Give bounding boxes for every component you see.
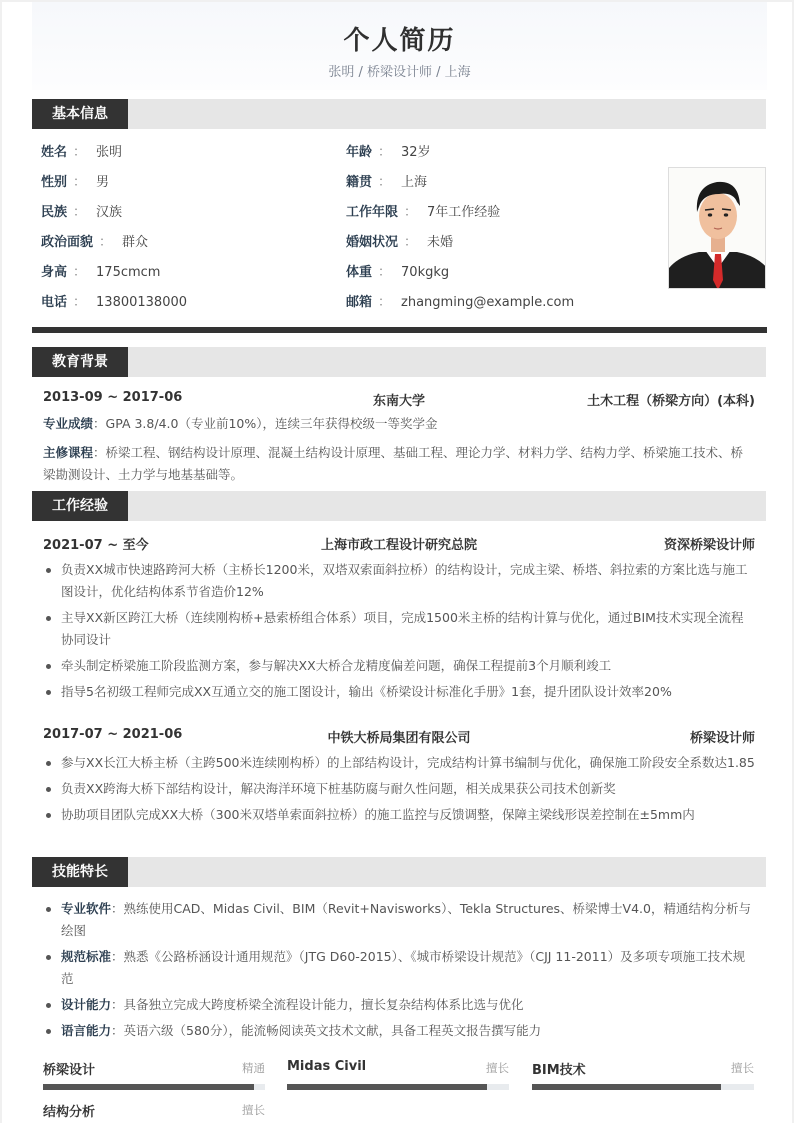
- info-ethnicity: 民族 ： 汉族: [41, 205, 123, 220]
- resume-header: [32, 2, 767, 90]
- skill-progress-fill: [43, 1084, 254, 1090]
- info-gender: 性别 ： 男: [41, 175, 110, 190]
- education-grades: 专业成绩：GPA 3.8/4.0（专业前10%），连续三年获得校级一等奖学金: [43, 416, 438, 431]
- section-title-work: 工作经验: [32, 491, 128, 521]
- list-item: 负责XX城市快速路跨河大桥（主桥长1200米，双塔双索面斜拉桥）的结构设计，完成主梁、桥塔、斜拉索的方案比选与施工图设计，优化结构体系节省造价12%: [43, 559, 755, 603]
- list-item: 设计能力：具备独立完成大跨度桥梁全流程设计能力，擅长复杂结构体系比选与优化: [43, 994, 755, 1016]
- section-header-work: [32, 491, 766, 521]
- education-period: 2013-09 ~ 2017-06: [43, 390, 183, 405]
- skill-bar-bim: BIM技术 擅长: [532, 1059, 754, 1089]
- section-title-skills: 技能特长: [32, 857, 128, 887]
- list-item: 主导XX新区跨江大桥（连续刚构桥+悬索桥组合体系）项目，完成1500米主桥的结构计算与优化，通过BIM技术实现全流程协同设计: [43, 607, 755, 651]
- list-item: 协助项目团队完成XX大桥（300米双塔单索面斜拉桥）的施工监控与反馈调整，保障主梁线形误差控制在±5mm内: [43, 804, 755, 826]
- skills-list: [43, 898, 755, 1046]
- info-hometown: 籍贯 ： 上海: [346, 175, 428, 190]
- work-period: 2021-07 ~ 至今: [43, 538, 149, 553]
- work-row-1: [43, 534, 755, 554]
- education-school: 东南大学: [372, 394, 425, 409]
- section-title-education: 教育背景: [32, 347, 128, 377]
- resume-page: [2, 2, 792, 1123]
- education-courses: 主修课程：桥梁工程、钢结构设计原理、混凝土结构设计原理、基础工程、理论力学、材料力学、结构力学、桥梁施工技术、桥梁勘测设计、土力学与地基基础等。: [43, 445, 744, 482]
- work-company: 中铁大桥局集团有限公司: [327, 731, 471, 746]
- skill-progress-track: [43, 1084, 265, 1090]
- info-email: 邮箱 ： zhangming@example.com: [346, 295, 575, 310]
- list-item: 参与XX长江大桥主桥（主跨500米连续刚构桥）的上部结构设计，完成结构计算书编制与优化，确保施工阶段安全系数达1.85: [43, 752, 755, 774]
- section-header-skills: [32, 857, 766, 887]
- avatar-illustration-icon: [669, 168, 766, 289]
- work-2-list: [43, 752, 755, 830]
- section-title-basic: 基本信息: [32, 99, 128, 129]
- info-experience-years: 工作年限 ： 7年工作经验: [346, 205, 501, 220]
- work-row-2: [43, 727, 755, 747]
- section-header-basic: [32, 99, 766, 129]
- info-name: 姓名 ： 张明: [41, 145, 123, 160]
- list-item: 语言能力：英语六级（580分），能流畅阅读英文技术文献，具备工程英文报告撰写能力: [43, 1020, 755, 1042]
- skill-progress-track: [287, 1084, 509, 1090]
- page-subtitle: 张明 / 桥梁设计师 / 上海: [328, 65, 471, 80]
- info-height: 身高 ： 175cmcm: [41, 265, 161, 280]
- work-position: 资深桥梁设计师: [663, 538, 755, 553]
- divider: [32, 327, 767, 333]
- list-item: 指导5名初级工程师完成XX互通立交的施工图设计，输出《桥梁设计标准化手册》1套，提升团队设计效率20%: [43, 681, 755, 703]
- skill-progress-fill: [287, 1084, 487, 1090]
- info-weight: 体重 ： 70kgkg: [346, 265, 450, 280]
- list-item: 负责XX跨海大桥下部结构设计，解决海洋环境下桩基防腐与耐久性问题，相关成果获公司技术创新奖: [43, 778, 755, 800]
- info-political: 政治面貌 ： 群众: [41, 235, 149, 250]
- list-item: 牵头制定桥梁施工阶段监测方案，参与解决XX大桥合龙精度偏差问题，确保工程提前3个月顺利竣工: [43, 655, 755, 677]
- work-company: 上海市政工程设计研究总院: [320, 538, 477, 553]
- work-1-list: [43, 559, 755, 707]
- page-title: 个人简历: [343, 26, 456, 56]
- work-position: 桥梁设计师: [689, 731, 755, 746]
- work-period: 2017-07 ~ 2021-06: [43, 727, 183, 742]
- education-row: [43, 390, 755, 410]
- section-header-education: [32, 347, 766, 377]
- skill-bar-midas-civil: Midas Civil 擅长: [287, 1059, 509, 1089]
- info-marital: 婚姻状况 ： 未婚: [346, 235, 454, 250]
- info-age: 年龄 ： 32岁: [346, 145, 431, 160]
- info-phone: 电话 ： 13800138000: [41, 295, 188, 310]
- education-major: 土木工程（桥梁方向）(本科): [587, 394, 755, 409]
- skill-progress-track: [532, 1084, 754, 1090]
- list-item: 规范标准：熟悉《公路桥涵设计通用规范》（JTG D60-2015）、《城市桥梁设计规范》（CJJ 11-2011）及多项专项施工技术规范: [43, 946, 755, 990]
- skill-bar-bridge-design: 桥梁设计 精通: [43, 1059, 265, 1089]
- skill-progress-fill: [532, 1084, 721, 1090]
- list-item: 专业软件：熟练使用CAD、Midas Civil、BIM（Revit+Navisworks）、Tekla Structures、桥梁博士V4.0，精通结构分析与绘图: [43, 898, 755, 942]
- skill-bar-structural-analysis: 结构分析 擅长: [43, 1103, 265, 1120]
- profile-photo: [668, 167, 766, 289]
